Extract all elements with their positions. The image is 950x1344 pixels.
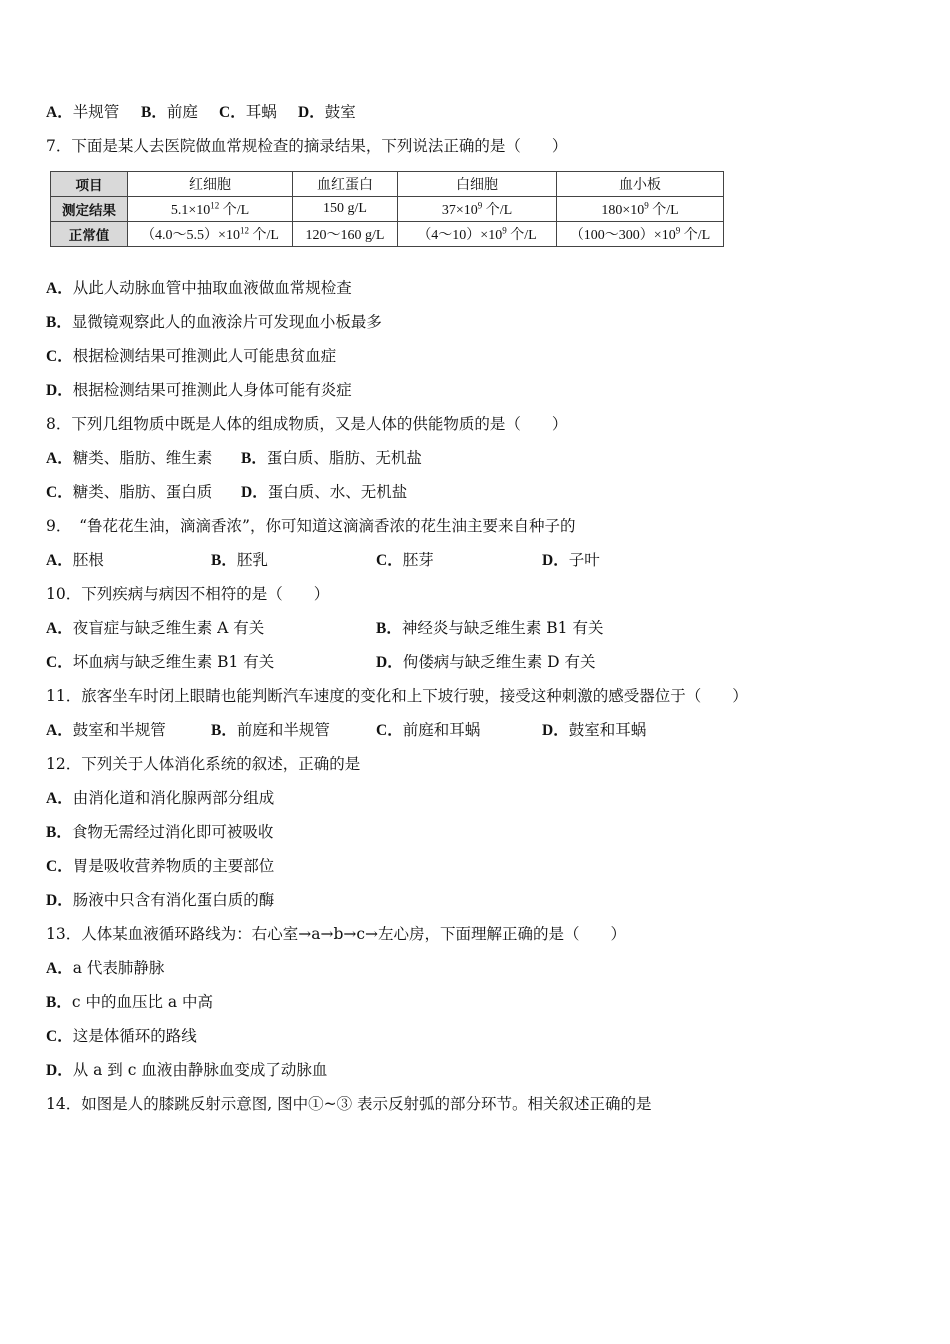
q8-option-d[interactable]: D．蛋白质、水、无机盐 [241, 483, 408, 501]
q11-option-b[interactable]: B．前庭和半规管 [211, 721, 330, 739]
q6-option-d[interactable]: D．鼓室 [298, 103, 356, 121]
q11-stem: 11．旅客坐车时闭上眼睛也能判断汽车速度的变化和上下坡行驶，接受这种刺激的感受器位于（ ） [46, 687, 748, 705]
table-header-platelet: 血小板 [557, 172, 724, 197]
table-row-label: 正常值 [51, 222, 128, 247]
q11-option-c[interactable]: C．前庭和耳蜗 [376, 721, 481, 739]
q9-option-d[interactable]: D．子叶 [542, 551, 600, 569]
q13-stem: 13．人体某血液循环路线为：右心室→a→b→c→左心房，下面理解正确的是（ ） [46, 925, 627, 943]
table-cell: $37\times 10^9$ 个/L [398, 197, 557, 222]
q8-option-b[interactable]: B．蛋白质、脂肪、无机盐 [241, 449, 422, 467]
q7-option-c[interactable]: C．根据检测结果可推测此人可能患贫血症 [46, 347, 337, 365]
q14-stem: 14．如图是人的膝跳反射示意图, 图中①~③ 表示反射弧的部分环节。相关叙述正确的是 [46, 1095, 652, 1113]
q13-option-d[interactable]: D．从 a 到 c 血液由静脉血变成了动脉血 [46, 1061, 328, 1079]
q10-option-d[interactable]: D．佝偻病与缺乏维生素 D 有关 [376, 653, 596, 671]
table-cell: 120～160 g/L [293, 222, 398, 247]
table-header-rbc: 红细胞 [128, 172, 293, 197]
table-cell: 150 g/L [293, 197, 398, 222]
table-row-label: 测定结果 [51, 197, 128, 222]
q10-option-b[interactable]: B．神经炎与缺乏维生素 B1 有关 [376, 619, 604, 637]
table-row-result [51, 197, 724, 222]
q12-option-a[interactable]: A．由消化道和消化腺两部分组成 [46, 789, 275, 807]
q12-option-c[interactable]: C．胃是吸收营养物质的主要部位 [46, 857, 275, 875]
table-header-hemoglobin: 血红蛋白 [293, 172, 398, 197]
q8-stem: 8．下列几组物质中既是人体的组成物质，又是人体的供能物质的是（ ） [46, 415, 568, 433]
q10-option-c[interactable]: C．坏血病与缺乏维生素 B1 有关 [46, 653, 275, 671]
q6-option-c[interactable]: C．耳蜗 [219, 103, 277, 121]
table-cell: $(4.0\sim 5.5)\times 10^{12}$ 个/L [128, 222, 293, 247]
q6-option-a[interactable]: A．半规管 [46, 103, 120, 121]
blood-test-table [50, 171, 724, 247]
q12-stem: 12．下列关于人体消化系统的叙述，正确的是 [46, 755, 361, 773]
table-header-wbc: 白细胞 [398, 172, 557, 197]
q7-option-d[interactable]: D．根据检测结果可推测此人身体可能有炎症 [46, 381, 352, 399]
q8-option-c[interactable]: C．糖类、脂肪、蛋白质 [46, 483, 213, 501]
table-cell: $(4\sim 10)\times 10^9$ 个/L [398, 222, 557, 247]
q11-option-a[interactable]: A．鼓室和半规管 [46, 721, 166, 739]
q9-option-b[interactable]: B．胚乳 [211, 551, 268, 569]
table-row-normal [51, 222, 724, 247]
table-header-row [51, 172, 724, 197]
q9-option-c[interactable]: C．胚芽 [376, 551, 434, 569]
q7-stem: 7．下面是某人去医院做血常规检查的摘录结果，下列说法正确的是（ ） [46, 137, 568, 155]
q12-option-d[interactable]: D．肠液中只含有消化蛋白质的酶 [46, 891, 275, 909]
q12-option-b[interactable]: B．食物无需经过消化即可被吸收 [46, 823, 274, 841]
q10-stem: 10．下列疾病与病因不相符的是（ ） [46, 585, 330, 603]
q11-option-d[interactable]: D．鼓室和耳蜗 [542, 721, 647, 739]
table-cell: $5.1\times 10^{12}$ 个/L [128, 197, 293, 222]
table-header-item: 项目 [51, 172, 128, 197]
q7-option-a[interactable]: A．从此人动脉血管中抽取血液做血常规检查 [46, 279, 352, 297]
q10-option-a[interactable]: A．夜盲症与缺乏维生素 A 有关 [46, 619, 265, 637]
q9-stem: 9． “鲁花花生油，滴滴香浓”，你可知道这滴滴香浓的花生油主要来自种子的 [46, 517, 576, 535]
q13-option-b[interactable]: B．c 中的血压比 a 中高 [46, 993, 214, 1011]
q6-option-b[interactable]: B．前庭 [141, 103, 198, 121]
q13-option-a[interactable]: A．a 代表肺静脉 [46, 959, 165, 977]
q13-option-c[interactable]: C．这是体循环的路线 [46, 1027, 197, 1045]
table-cell: $180\times 10^9$ 个/L [557, 197, 724, 222]
q9-option-a[interactable]: A．胚根 [46, 551, 104, 569]
table-cell: $(100\sim 300)\times 10^9$ 个/L [557, 222, 724, 247]
q7-option-b[interactable]: B．显微镜观察此人的血液涂片可发现血小板最多 [46, 313, 382, 331]
q8-option-a[interactable]: A．糖类、脂肪、维生素 [46, 449, 213, 467]
